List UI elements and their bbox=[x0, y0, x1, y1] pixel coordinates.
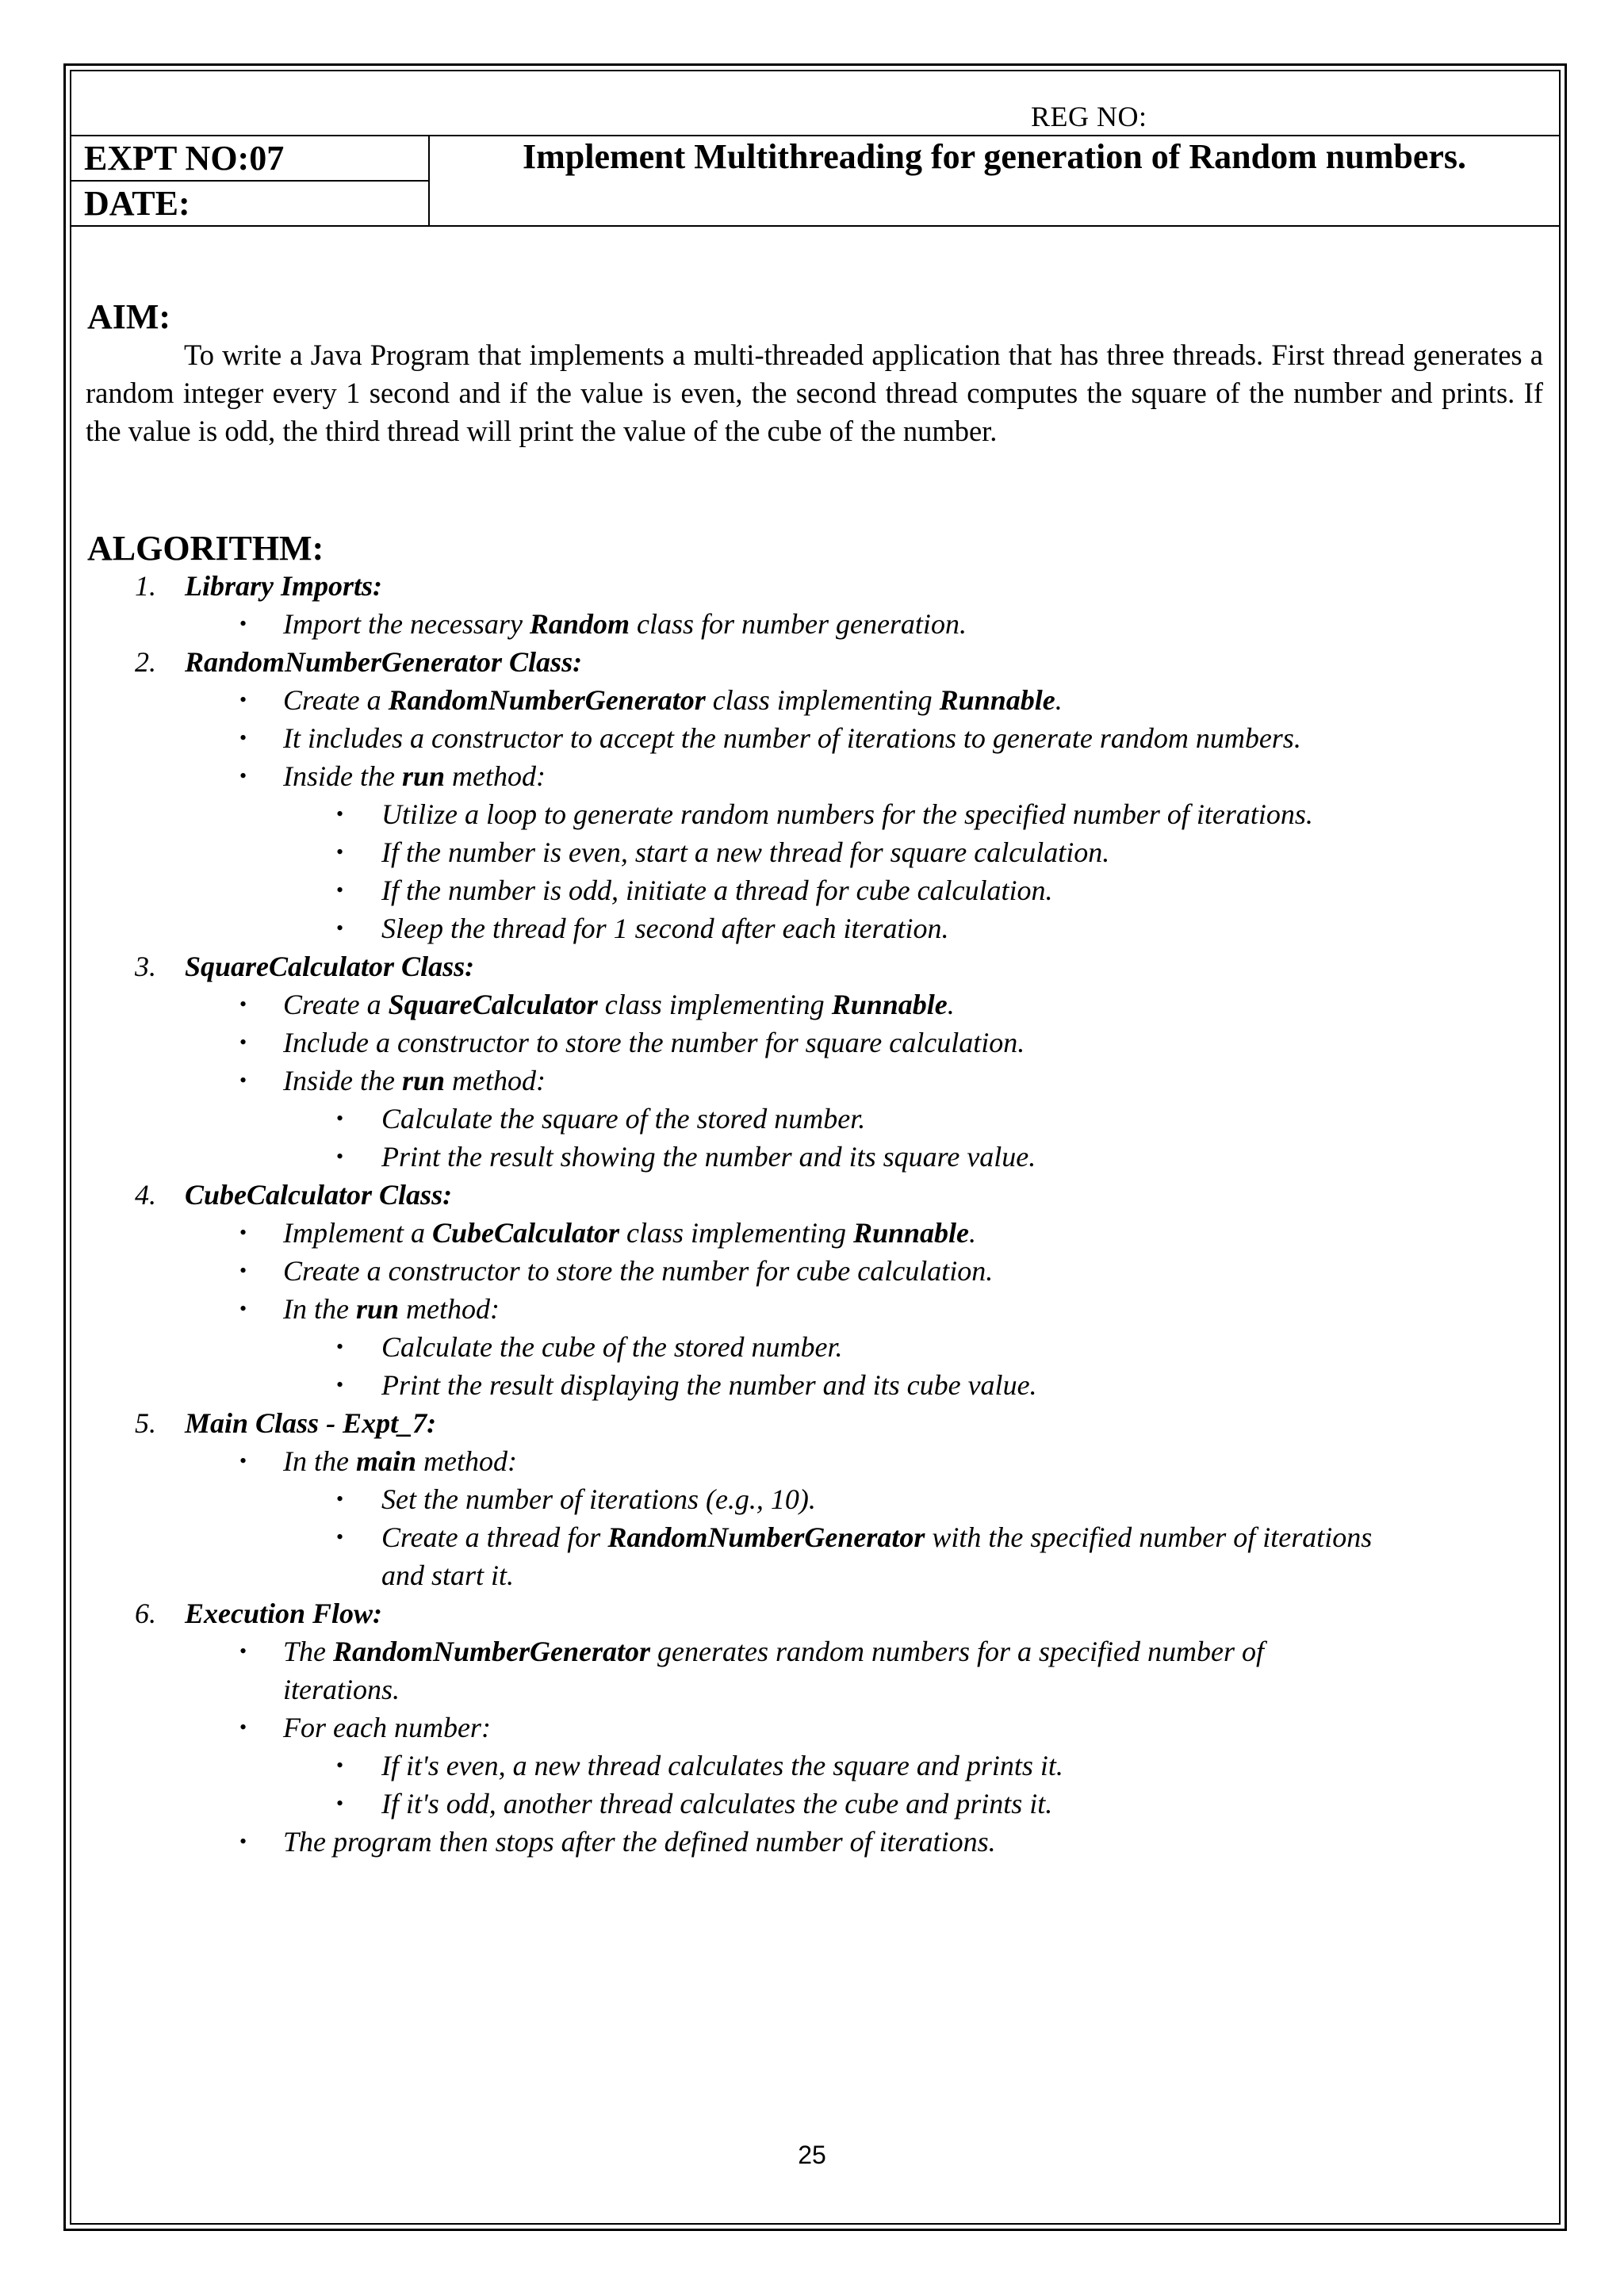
list-item: • It includes a constructor to accept the number of iterations to generate random numbers. bbox=[239, 722, 1301, 754]
step-3 bbox=[0, 950, 1624, 988]
list-item: • The program then stops after the defined number of iterations. bbox=[239, 1826, 996, 1858]
step-title: Execution Flow: bbox=[185, 1598, 383, 1629]
sub-list-item: • If the number is even, start a new thread for square calculation. bbox=[336, 836, 1110, 868]
sub-list-item: • Calculate the square of the stored number. bbox=[336, 1103, 866, 1135]
step-5 bbox=[0, 1406, 1624, 1445]
list-item: • The RandomNumberGenerator generates random numbers for a specified number of bbox=[239, 1636, 1264, 1667]
bullet-icon: • bbox=[239, 1449, 247, 1472]
list-item-continuation: iterations. bbox=[283, 1674, 400, 1705]
sub-list-item: • If the number is odd, initiate a thread for cube calculation. bbox=[336, 874, 1053, 906]
step-title: Main Class - Expt_7: bbox=[185, 1407, 437, 1439]
sub-list-item-continuation: and start it. bbox=[381, 1559, 515, 1591]
list-item: • Inside the run method: bbox=[239, 1065, 546, 1096]
step-number: 6. bbox=[135, 1598, 156, 1629]
step-number: 2. bbox=[135, 646, 156, 678]
step-2 bbox=[0, 645, 1624, 683]
step-number: 5. bbox=[135, 1407, 156, 1439]
bullet-icon: • bbox=[239, 1716, 247, 1739]
bullet-icon: • bbox=[336, 1335, 344, 1358]
bullet-icon: • bbox=[239, 764, 247, 787]
step-4 bbox=[0, 1178, 1624, 1216]
list-item: • Create a SquareCalculator class implementing Runnable. bbox=[239, 989, 955, 1020]
sub-list-item: • Utilize a loop to generate random numbers for the specified number of iterations. bbox=[336, 798, 1313, 830]
step-title: RandomNumberGenerator Class: bbox=[185, 646, 583, 678]
header-rule-bottom bbox=[70, 225, 1561, 227]
bullet-icon: • bbox=[239, 726, 247, 749]
sub-list-item: • Print the result displaying the number and its cube value. bbox=[336, 1369, 1037, 1401]
bullet-icon: • bbox=[239, 1221, 247, 1244]
sub-list-item: • Sleep the thread for 1 second after each iteration. bbox=[336, 913, 949, 944]
sub-list-item: • If it's even, a new thread calculates the square and prints it. bbox=[336, 1750, 1063, 1781]
bullet-icon: • bbox=[239, 1297, 247, 1320]
bullet-icon: • bbox=[239, 1259, 247, 1282]
step-1 bbox=[0, 569, 1624, 607]
list-item: • In the main method: bbox=[239, 1445, 517, 1477]
bullet-icon: • bbox=[239, 1031, 247, 1054]
step-number: 1. bbox=[135, 570, 156, 602]
step-number: 4. bbox=[135, 1179, 156, 1211]
list-item: • For each number: bbox=[239, 1712, 491, 1743]
list-item: • Create a constructor to store the number for cube calculation. bbox=[239, 1255, 994, 1287]
list-item: • Inside the run method: bbox=[239, 760, 546, 792]
bullet-icon: • bbox=[336, 1525, 344, 1548]
header-rule-mid bbox=[70, 180, 430, 182]
list-item: • In the run method: bbox=[239, 1293, 500, 1325]
bullet-icon: • bbox=[239, 1830, 247, 1853]
expt-no: EXPT NO:07 bbox=[84, 139, 285, 178]
bullet-icon: • bbox=[239, 993, 247, 1016]
step-number: 3. bbox=[135, 951, 156, 982]
list-item: • Create a RandomNumberGenerator class implementing Runnable. bbox=[239, 684, 1063, 716]
step-6 bbox=[0, 1597, 1624, 1635]
aim-text: To write a Java Program that implements a multi-threaded application that has three threads. First thread generates a random integer every 1 second and if the value is even, the second thread computes the square of the number and prints. If the value is odd, the third thread will print the value of the cube of the number. bbox=[86, 339, 1543, 447]
aim-paragraph bbox=[86, 336, 1543, 450]
bullet-icon: • bbox=[239, 1640, 247, 1663]
bullet-icon: • bbox=[336, 840, 344, 863]
list-item: • Implement a CubeCalculator class implementing Runnable. bbox=[239, 1217, 977, 1249]
sub-list-item: • Print the result showing the number and its square value. bbox=[336, 1141, 1036, 1173]
bullet-icon: • bbox=[336, 1487, 344, 1510]
step-title: CubeCalculator Class: bbox=[185, 1179, 453, 1211]
experiment-title: Implement Multithreading for generation of Random numbers. bbox=[522, 137, 1467, 176]
bullet-icon: • bbox=[336, 1754, 344, 1777]
sub-list-item: • If it's odd, another thread calculates the cube and prints it. bbox=[336, 1788, 1053, 1820]
aim-heading: AIM: bbox=[87, 297, 171, 336]
bullet-icon: • bbox=[239, 1069, 247, 1092]
step-title: SquareCalculator Class: bbox=[185, 951, 475, 982]
bullet-icon: • bbox=[336, 1145, 344, 1168]
bullet-icon: • bbox=[336, 916, 344, 939]
sub-list-item: • Calculate the cube of the stored number. bbox=[336, 1331, 843, 1363]
header-rule-top bbox=[70, 135, 1561, 136]
bullet-icon: • bbox=[239, 612, 247, 635]
bullet-icon: • bbox=[336, 1792, 344, 1815]
bullet-icon: • bbox=[239, 688, 247, 711]
sub-list-item: • Create a thread for RandomNumberGenerator with the specified number of iterations bbox=[336, 1521, 1373, 1553]
bullet-icon: • bbox=[336, 1373, 344, 1396]
bullet-icon: • bbox=[336, 1107, 344, 1130]
page-number: 25 bbox=[798, 2141, 826, 2169]
algorithm-heading: ALGORITHM: bbox=[87, 529, 324, 568]
step-title: Library Imports: bbox=[185, 570, 383, 602]
reg-no-label: REG NO: bbox=[1031, 101, 1147, 132]
date-label: DATE: bbox=[84, 184, 190, 223]
list-item: • Include a constructor to store the number for square calculation. bbox=[239, 1027, 1025, 1058]
bullet-icon: • bbox=[336, 802, 344, 825]
list-item: • Import the necessary Random class for number generation. bbox=[239, 608, 967, 640]
bullet-icon: • bbox=[336, 878, 344, 901]
sub-list-item: • Set the number of iterations (e.g., 10). bbox=[336, 1483, 816, 1515]
